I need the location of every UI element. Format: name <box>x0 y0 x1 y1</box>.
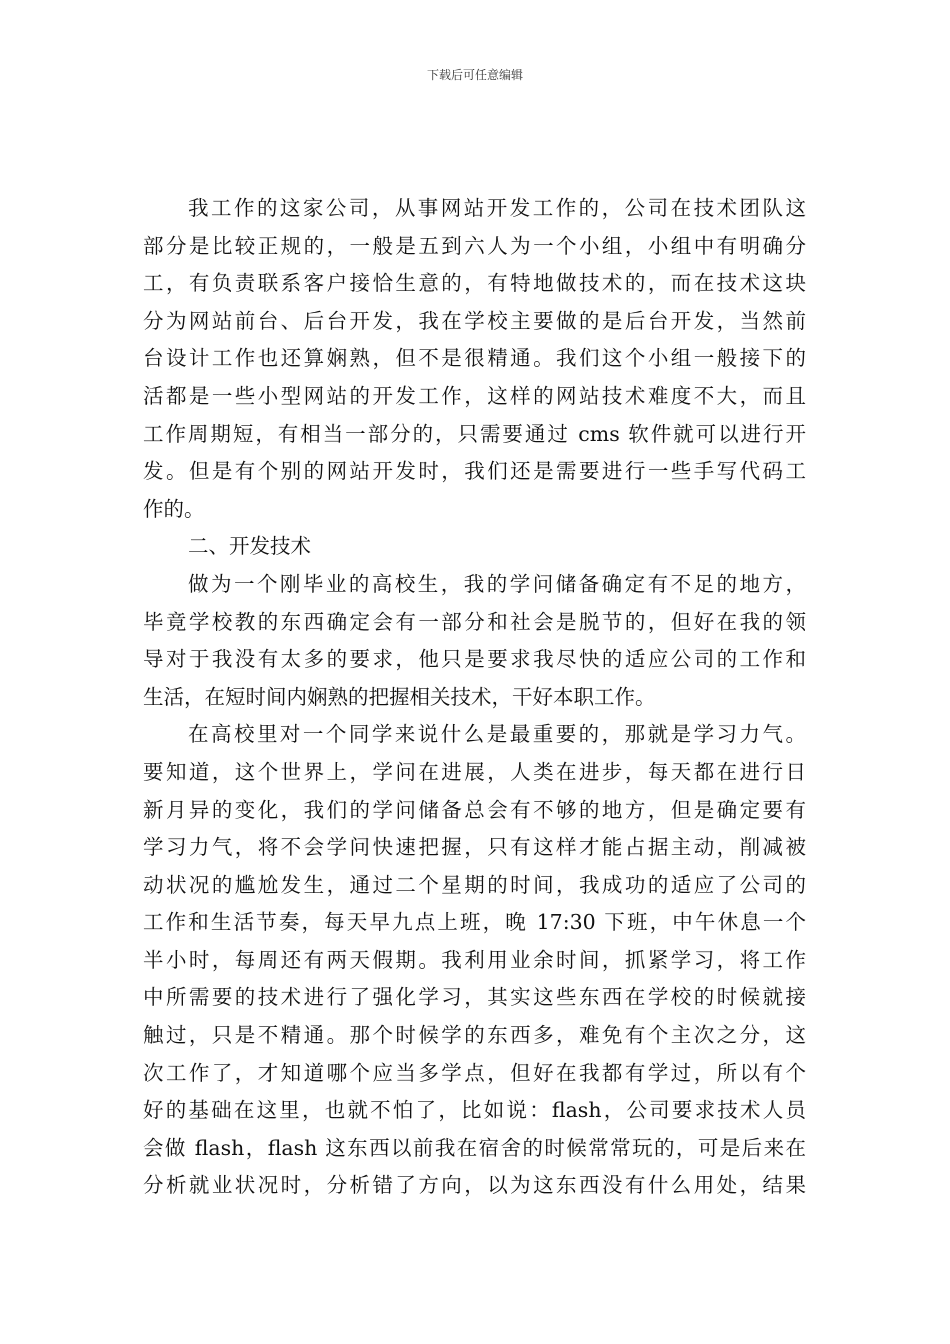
text-line: 半小时，每周还有两天假期。我利用业余时间，抓紧学习，将工作 <box>143 947 806 972</box>
text-line: 活都是一些小型网站的开发工作，这样的网站技术难度不大，而且 <box>143 383 806 408</box>
text-line: 在高校里对一个同学来说什么是最重要的，那就是学习力气。 <box>188 722 806 747</box>
text-line: 要知道，这个世界上，学问在进展，人类在进步，每天都在进行日 <box>143 759 806 784</box>
text-line: 新月异的变化，我们的学问储备总会有不够的地方，但是确定要有 <box>143 797 806 822</box>
document-body <box>143 190 806 1205</box>
text-line: 工作和生活节奏，每天早九点上班，晚 17:30 下班，中午休息一个 <box>143 910 806 935</box>
text-line: 工作周期短，有相当一部分的，只需要通过 cms 软件就可以进行开 <box>143 421 806 446</box>
text-line: 中所需要的技术进行了强化学习，其实这些东西在学校的时候就接 <box>143 985 806 1010</box>
text-line: 分为网站前台、后台开发，我在学校主要做的是后台开发，当然前 <box>143 308 806 333</box>
text-line: 分析就业状况时，分析错了方向，以为这东西没有什么用处，结果 <box>143 1173 806 1198</box>
text-line: 作的。 <box>143 496 205 521</box>
text-line: 次工作了，才知道哪个应当多学点，但好在我都有学过，所以有个 <box>143 1060 806 1085</box>
text-line: 学习力气，将不会学问快速把握，只有这样才能占据主动，削减被 <box>143 835 806 860</box>
text-line: 二、开发技术 <box>188 534 311 559</box>
text-line: 触过，只是不精通。那个时候学的东西多，难免有个主次之分，这 <box>143 1023 806 1048</box>
text-line: 发。但是有个别的网站开发时，我们还是需要进行一些手写代码工 <box>143 459 806 484</box>
text-line: 动状况的尴尬发生，通过二个星期的时间，我成功的适应了公司的 <box>143 872 806 897</box>
text-line: 导对于我没有太多的要求，他只是要求我尽快的适应公司的工作和 <box>143 647 806 672</box>
text-line: 做为一个刚毕业的高校生，我的学问储备确定有不足的地方， <box>188 571 806 596</box>
page-header: 下载后可任意编辑 <box>426 68 523 82</box>
text-line: 毕竟学校教的东西确定会有一部分和社会是脱节的，但好在我的领 <box>143 609 806 634</box>
text-line: 我工作的这家公司，从事网站开发工作的，公司在技术团队这 <box>188 196 806 220</box>
text-line: 生活，在短时间内娴熟的把握相关技术，干好本职工作。 <box>143 684 656 709</box>
text-line: 会做 flash，flash 这东西以前我在宿舍的时候常常玩的，可是后来在 <box>143 1135 806 1160</box>
text-line: 好的基础在这里，也就不怕了，比如说：flash，公司要求技术人员 <box>143 1098 806 1123</box>
text-line: 台设计工作也还算娴熟，但不是很精通。我们这个小组一般接下的 <box>143 346 806 371</box>
text-line: 部分是比较正规的，一般是五到六人为一个小组，小组中有明确分 <box>143 233 806 258</box>
text-line: 工，有负责联系客户接恰生意的，有特地做技术的，而在技术这块 <box>143 271 806 296</box>
